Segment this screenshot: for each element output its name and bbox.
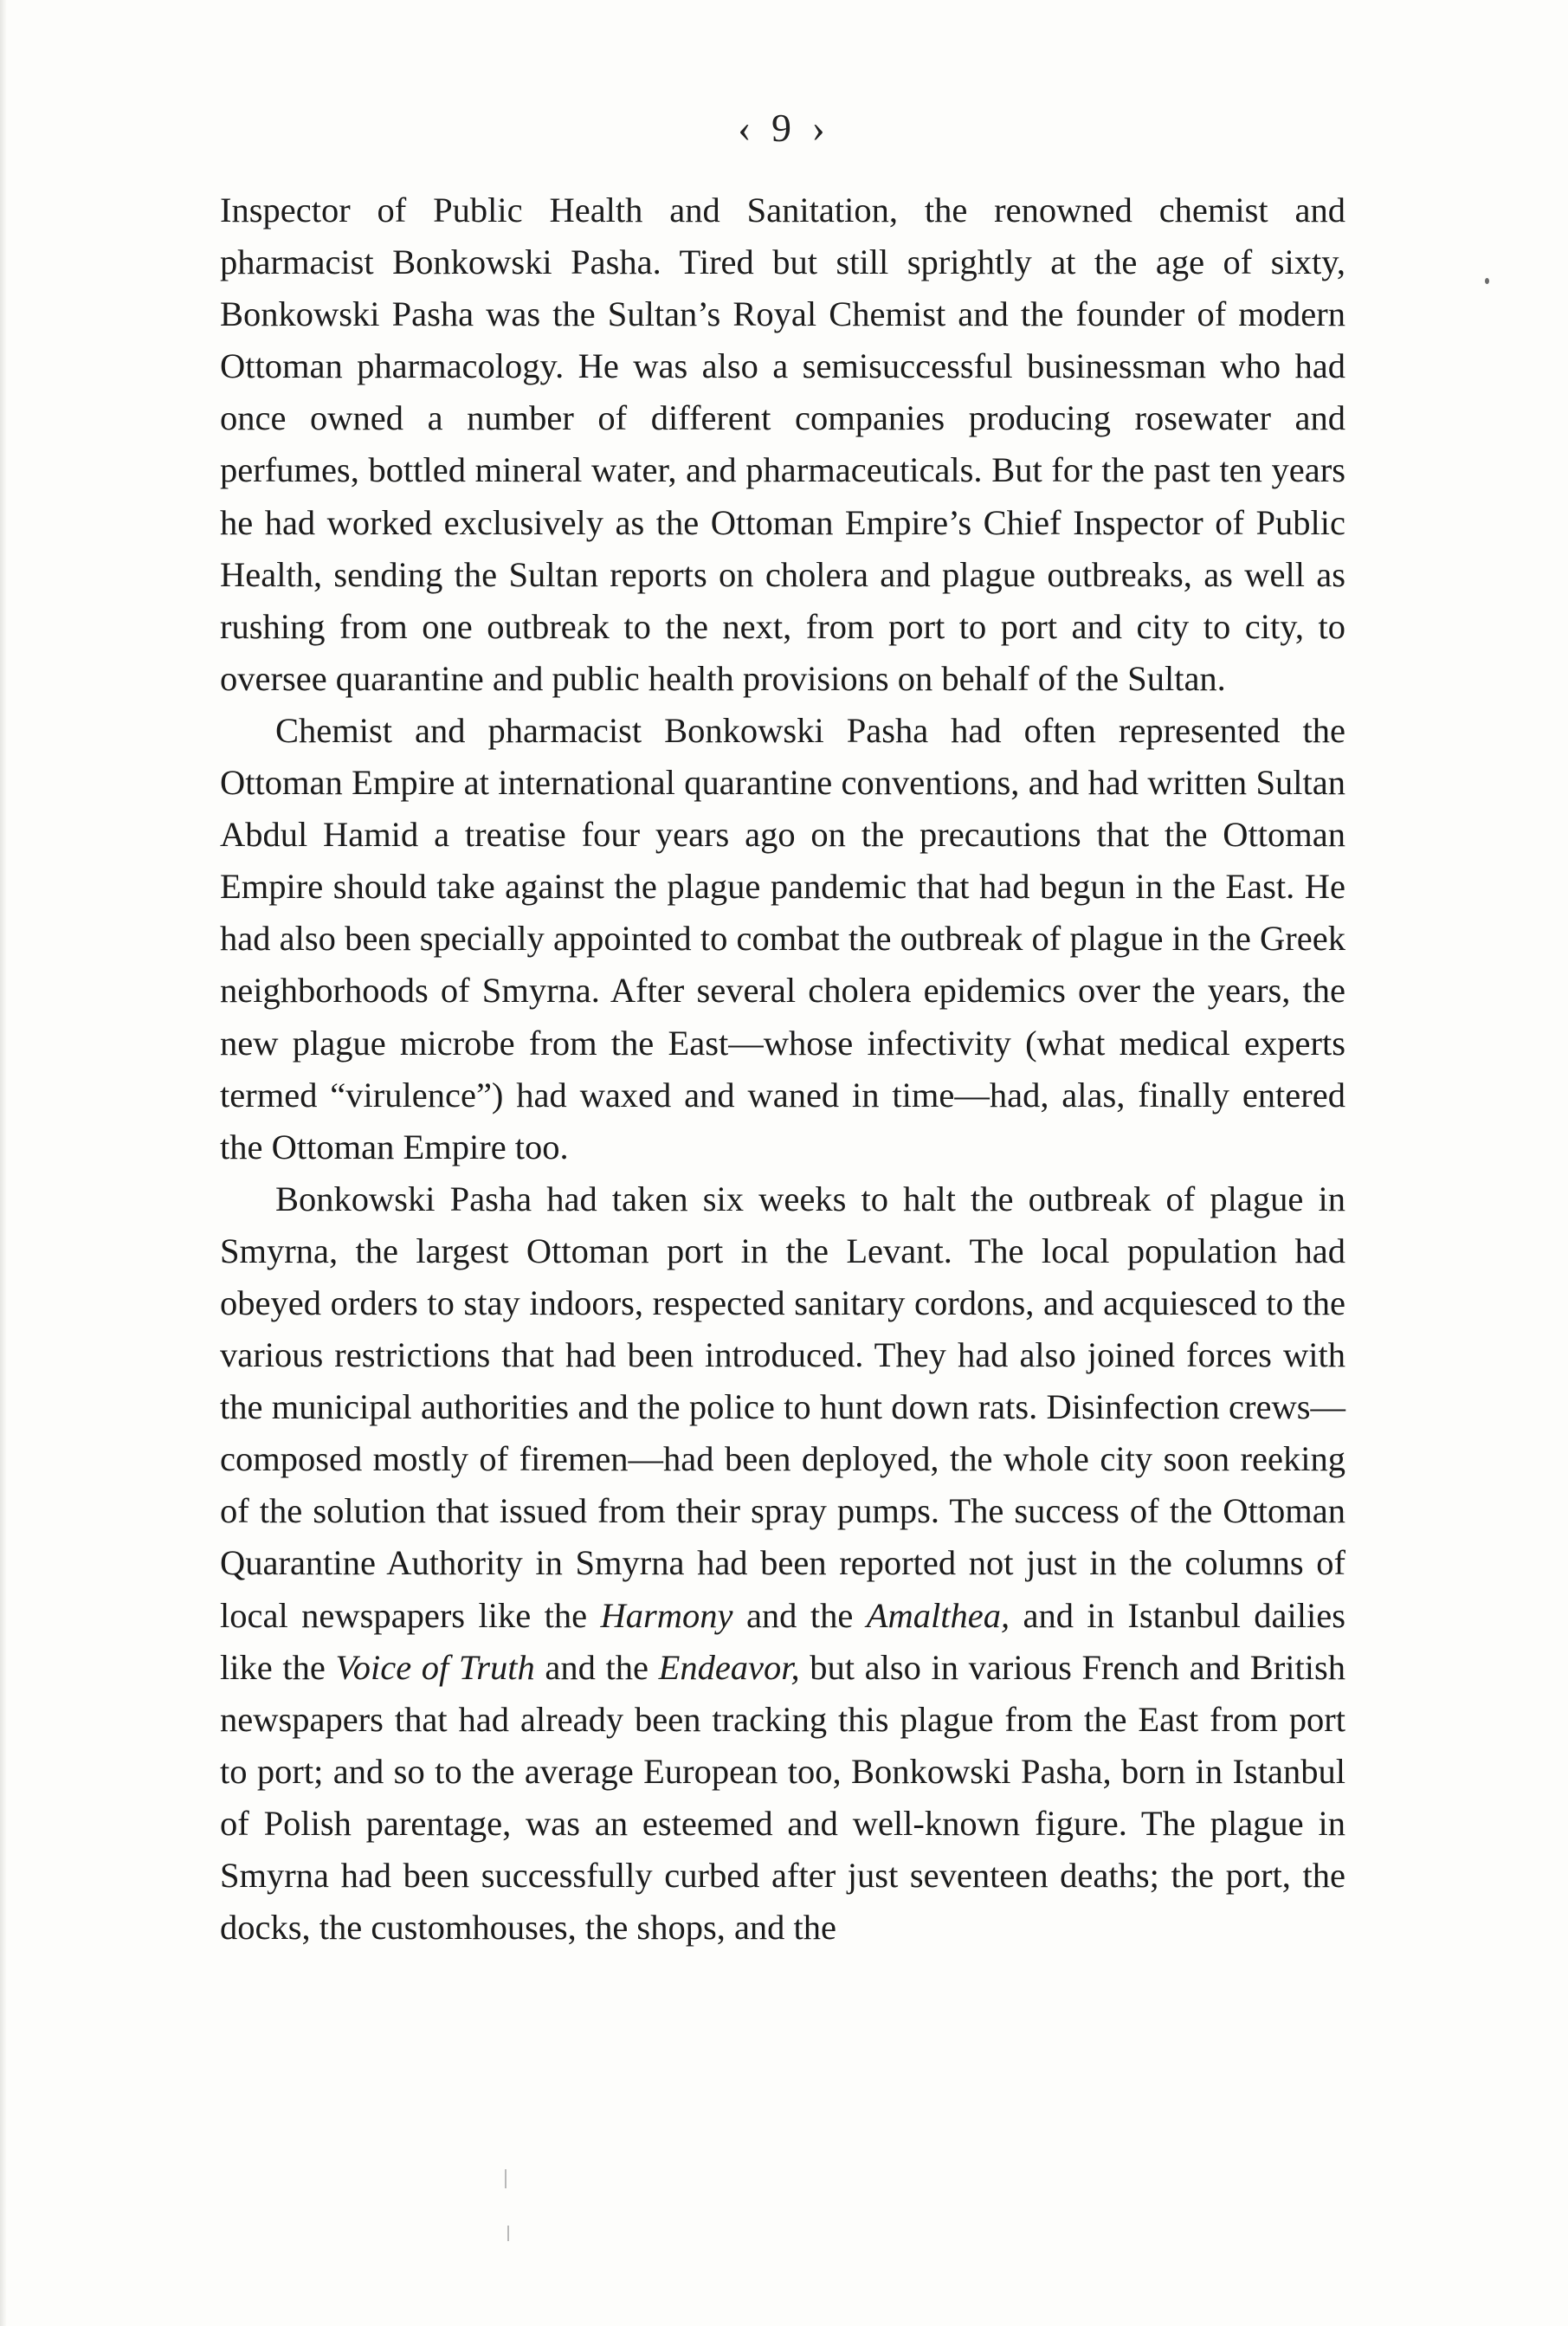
italic-title: Voice of Truth: [335, 1647, 535, 1687]
text-run: and in Istanbul dailies like the: [220, 1595, 1345, 1687]
scan-mark: [507, 2226, 509, 2241]
italic-title: Harmony: [600, 1595, 733, 1635]
page-number: ‹ 9 ›: [738, 106, 830, 150]
body-text: [220, 184, 1345, 1954]
paragraph: [220, 184, 1345, 705]
italic-title: Amalthea,: [866, 1595, 1010, 1635]
text-run: Bonkowski Pasha had taken six weeks to halt the outbreak of plague in Smyrna, the largest Ottoman port in the Levant. The local population had obeyed orders to stay indoors, respected sanitary cordons, and acquiesced to the various restrictions that had been introduced. They had also joined forces with the municipal authorities and the police to hunt down rats. Disinfection crews—composed mostly of firemen—had been deployed, the whole city soon reeking of the solution that issued from their spray pumps. The success of the Ottoman Quarantine Authority in Smyrna had been reported not just in the columns of local newspapers like the: [220, 1179, 1345, 1635]
text-run: Inspector of Public Health and Sanitation, the renowned chemist and pharmacist Bonkowski Pasha. Tired but still sprightly at the age of sixty, Bonkowski Pasha was the Sultan’s Royal Chemist and the founder of modern Ottoman pharmacology. He was also a semisuccessful businessman who had once owned a number of different companies producing rosewater and perfumes, bottled mineral water, and pharmaceuticals. But for the past ten years he had worked exclusively as the Ottoman Empire’s Chief Inspector of Public Health, sending the Sultan reports on cholera and plague outbreaks, as well as rushing from one outbreak to the next, from port to port and city to city, to oversee quarantine and public health provisions on behalf of the Sultan.: [220, 191, 1345, 698]
text-run: but also in various French and British newspapers that had already been tracking this plague from the East from port to port; and so to the average European too, Bonkowski Pasha, born in Istanbul of Polish parentage, was an esteemed and well-known figure. The plague in Smyrna had been successfully curbed after just seventeen deaths; the port, the docks, the customhouses, the shops, and the: [220, 1647, 1345, 1948]
page-edge-shadow: [0, 0, 7, 2326]
paragraph: [220, 1173, 1345, 1954]
scan-speck: [1485, 278, 1489, 284]
text-run: and the: [534, 1647, 659, 1687]
text-run: Chemist and pharmacist Bonkowski Pasha had often represented the Ottoman Empire at international quarantine conventions, and had written Sultan Abdul Hamid a treatise four years ago on the precautions that the Ottoman Empire should take against the plague pandemic that had begun in the East. He had also been specially appointed to combat the outbreak of plague in the Greek neighborhoods of Smyrna. After several cholera epidemics over the years, the new plague microbe from the East—whose infectivity (what medical experts termed “virulence”) had waxed and waned in time—had, alas, finally entered the Ottoman Empire too.: [220, 710, 1345, 1166]
text-run: and the: [732, 1595, 867, 1635]
scan-mark: [505, 2169, 507, 2188]
paragraph: [220, 705, 1345, 1173]
italic-title: Endeavor,: [658, 1647, 800, 1687]
